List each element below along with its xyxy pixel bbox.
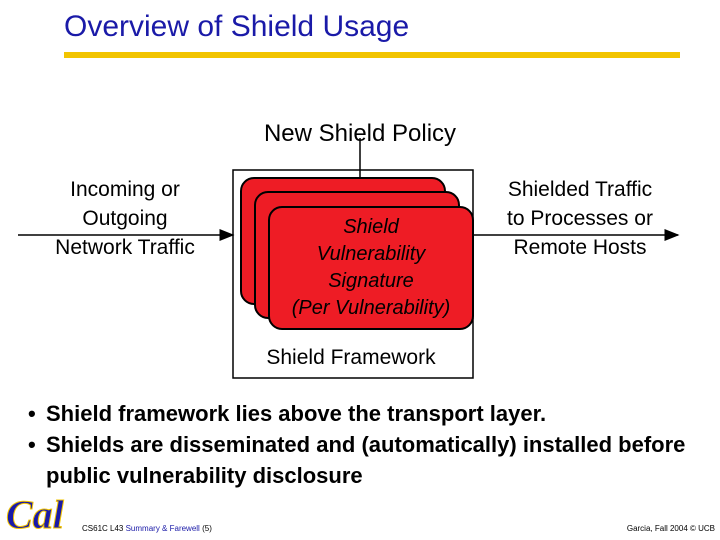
shielded-line: Remote Hosts [513, 236, 647, 259]
cal-logo [4, 488, 76, 538]
signature-line: (Per Vulnerability) [291, 297, 451, 319]
incoming-line: Outgoing [82, 207, 168, 230]
signature-line: Vulnerability [316, 243, 426, 265]
signature-line: Shield [343, 216, 399, 238]
bullet-text: Shields are disseminated and (automatically) installed before public vulnerability disclosure [46, 432, 686, 488]
footer-course-code: CS61C L43 [82, 524, 124, 533]
slide-title: Overview of Shield Usage [64, 10, 410, 43]
bullet-list [28, 398, 708, 491]
incoming-traffic-label [30, 175, 220, 262]
bullet-item: • Shields are disseminated and (automatically) installed before public vulnerability disclosure [28, 429, 708, 491]
bullet-text: Shield framework lies above the transport layer. [46, 401, 547, 426]
svg-text:Cal: Cal [6, 492, 64, 537]
bullet-item: • Shield framework lies above the transport layer. [28, 398, 708, 429]
footer-subject: Summary & Farewell [125, 524, 200, 533]
new-shield-policy-label: New Shield Policy [263, 120, 457, 147]
signature-card-front [268, 206, 474, 330]
shield-framework-label: Shield Framework [266, 346, 436, 369]
footer-credit: Garcia, Fall 2004 © UCB [626, 524, 715, 533]
signature-line: Signature [328, 270, 414, 292]
shielded-line: Shielded Traffic [507, 178, 653, 201]
shielded-line: to Processes or [507, 207, 653, 230]
footer-page: (5) [202, 524, 212, 533]
incoming-line: Incoming or [70, 178, 180, 201]
incoming-line: Network Traffic [55, 236, 195, 259]
shielded-traffic-label [480, 175, 680, 262]
footer-course [82, 524, 212, 533]
